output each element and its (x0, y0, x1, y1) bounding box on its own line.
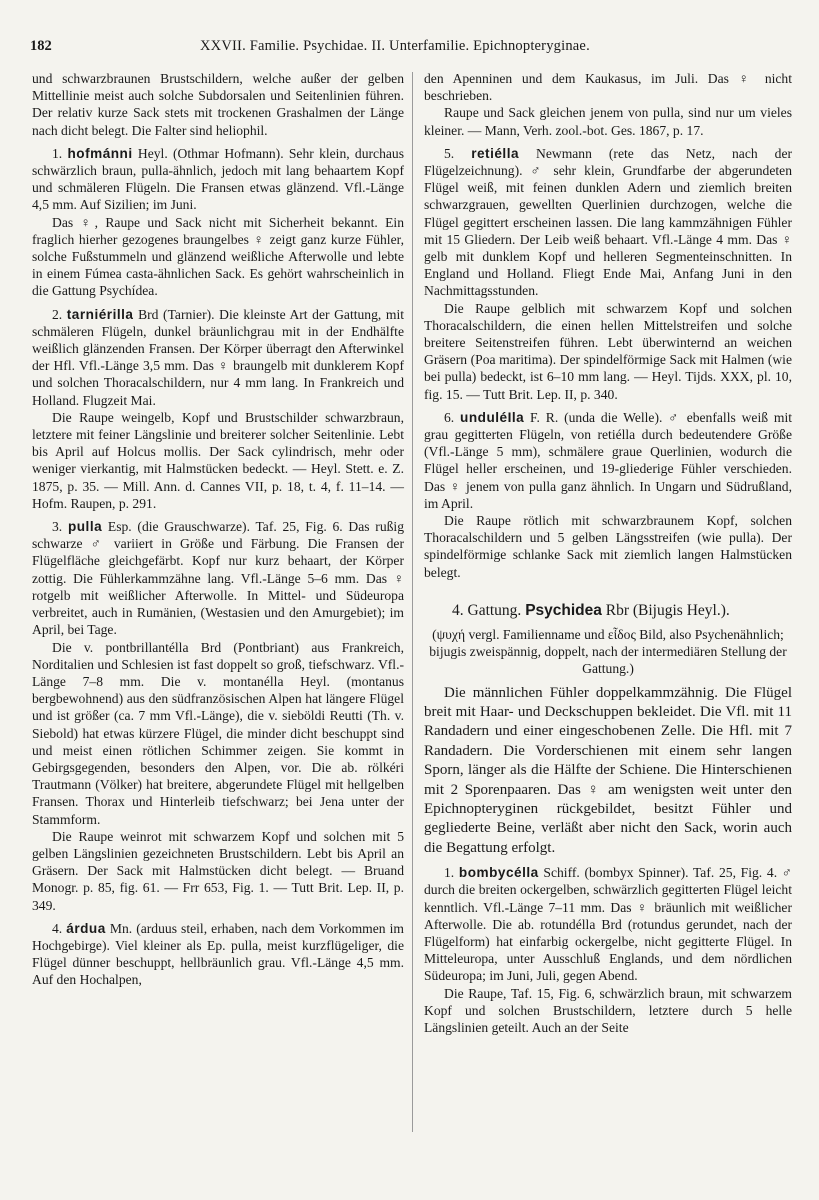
continued-paragraph: den Apenninen und dem Kaukasus, im Juli. Das ♀ nicht beschrieben. (424, 71, 792, 104)
paragraph: Raupe und Sack gleichen jenem von pulla, sind nur um vieles kleiner. — Mann, Verh. zool.-bot. Ges. 1867, p. 17. (424, 105, 792, 138)
species-name: retiélla (471, 145, 520, 161)
running-title: XXVII. Familie. Psychidae. II. Unterfamilie. Epichnopteryginae. (200, 38, 590, 54)
species-text: Esp. (die Grauschwarze). Taf. 25, Fig. 6. Das rußig schwarze ♂ variiert in Größe und Färbung. Die Fransen der Flügelfläche gleichgefärbt. Kopf nur kurz behaart, der Körper zottig. Die Fühlerkammzähne lang. Vfl.-Länge 5–6 mm. Das ♀ rotgelb mit weißlicher Afterwolle. In Mittel- und Südeuropa verbreitet, auch in Rumänien, (Westasien und den Amurgebiet); im April, bei Tage. (32, 519, 405, 638)
species-text: Newmann (rete das Netz, nach der Flügelzeichnung). ♂ sehr klein, Grundfarbe der abgerundeten Flügel weiß, mit feinen dunklen Adern und ziemlich breiten schwarzgrauen, gewellten Querlinien durchzogen, welche die Flügel gegittert erscheinen lassen. Die lang kammzähnigen Fühler mit 15 Gliedern. Der Leib weiß behaart. Vfl.-Länge 4 mm. Das ♀ gelb mit dunklem Kopf und helleren Segmenteinschnitten. In England und Holland. Fliegt Ende Mai, Anfang Juni in den Nachmittagsstunden. (424, 145, 793, 299)
genus-label: 4. Gattung. (452, 601, 526, 619)
species-name: pulla (67, 519, 103, 535)
species-name: árdua (66, 920, 106, 936)
genus-name: Psychidea (525, 601, 602, 619)
species-number: 3. (52, 519, 68, 535)
species-number: 5. (444, 145, 472, 161)
paragraph: Die v. pontbrillantélla Brd (Pontbriant) aus Frankreich, Norditalien und Schlesien ist fast doppelt so groß, tiefschwarz. Vfl.-Länge 7–8 mm. Die v. montanélla Heyl. (montanus bergbewohnend) aus den südfranzösischen Alpen hat längere Flügel und ist größer (ca. 7 mm Vfl.-Länge), die v. sieböldi Reutti (Th. v. Siebold) hat etwas kürzere Flügel, die minder dicht beschuppt sind und meist einen rötlichen Schimmer zeigen. Sie kommt in Gebirgsgegenden, besonders den Alpen, vor. Die ab. rölkéri Trautmann (Völker) hat breitere, abgerundete Flügel mit hellgelben Fransen. Thorax und Hinterleib tiefschwarz; bei Jena unter der Stammform. (32, 639, 404, 827)
genus-author: Rbr (Bijugis Heyl.). (601, 601, 730, 619)
species-entry (32, 518, 404, 638)
page-header (30, 38, 800, 60)
paragraph: Die Raupe weingelb, Kopf und Brustschilder schwarzbraun, letztere mit feiner Längslinie und breiterer solcher Seitenlinie. Lebt bis April auf Holcus mollis. Der Sack cylindrisch, mehr oder weniger vierkantig, mit Halmstücken bedeckt. — Heyl. Stett. e. Z. 1875, p. 35. — Mill. Ann. d. Cannes VII, p. 18, t. 4, f. 11–14. — Hofm. Raupen, p. 291. (32, 409, 404, 511)
paragraph: Die Raupe, Taf. 15, Fig. 6, schwärzlich braun, mit schwarzem Kopf und solchen Brustschildern, letztere durch 5 helle Längslinien geteilt. Auch an der Seite (424, 985, 792, 1035)
etymology-note: (ψυχή vergl. Familienname und εἶδος Bild, also Psychenähnlich; bijugis zweispännig, doppelt, nach der intermediären Stellung der Gattung.) (429, 626, 787, 677)
species-name: unduléIla (460, 409, 525, 425)
right-column (424, 70, 792, 1036)
species-entry (424, 864, 792, 984)
species-entry (32, 920, 404, 989)
left-column (32, 70, 404, 989)
species-entry (32, 306, 404, 409)
species-number: 2. (52, 306, 67, 322)
species-text: Schiff. (bombyx Spinner). Taf. 25, Fig. 4. ♂ durch die breiten ockergelben, schwärzlich gegitterten Flügel leicht kenntlich. Vfl.-Länge 7–11 mm. Das ♀ bräunlich mit weißlicher Afterwolle. Die ab. rotundélla Brd (rotundus gerundet, nach der Flügelform) hat einfarbig ockergelbe, nicht gegitterte Flügel. In Mitteleuropa, unter Ausschluß Englands, und dem nördlichen Südeuropa; im Juni, Juli, gegen Abend. (424, 865, 793, 984)
species-name: bombycélla (458, 865, 539, 881)
column-divider (412, 72, 413, 1132)
species-text: Brd (Tarnier). Die kleinste Art der Gattung, mit schmäleren Flügeln, dunkel bräunlichgrau mit in der Endhälfte weißlich glänzenden Fransen. Der Körper überragt den Afterwinkel der Hfl. Vfl.-Länge 3,5 mm. Das ♀ braungelb mit dunklerem Kopf und solchen Thoracalschildern, nur 4 mm lang. In Frankreich und Holland. Flugzeit Mai. (32, 306, 404, 408)
species-name: tarniérilla (66, 306, 134, 322)
paragraph: Die Raupe gelblich mit schwarzem Kopf und solchen Thoracalschildern, die einen hellen Mittelstreifen und solche breitere Seitenstreifen führen. Lebt überwinternd an weichen Gräsern (Poa maritima). Der spindelförmige Sack mit Halmen (wie bei pulla) bedeckt, ist 6–10 mm lang. — Heyl. Tijds. XXX, pl. 10, fig. 15. — Tutt Brit. Lep. II, p. 340. (424, 300, 792, 402)
species-number: 1. (52, 145, 68, 161)
genus-description: Die männlichen Fühler doppelkammzähnig. Die Flügel breit mit Haar- und Deckschuppen bekleidet. Die Vfl. mit 11 Randadern und einer eingeschobenen Zelle. Die Hfl. mit 7 Randadern. Die Vorderschienen mit einem sehr langen Sporn, länger als die Hälfte der Schiene. Die Hinterschienen mit 2 Sporenpaaren. Das ♀ am wenigsten weit unter den Epichnopteryginen rückgebildet, besitzt Fühler und gegliederte Beine, verläßt aber nicht den Sack, worin auch die Begattung erfolgt. (424, 684, 792, 856)
continued-paragraph: und schwarzbraunen Brustschildern, welche außer der gelben Mittellinie meist auch solche Subdorsalen und Seitenlinien führen. Der relativ kurze Sack stets mit trockenen Grashalmen der Länge nach dicht belegt. Die Falter sind heliophil. (32, 71, 404, 138)
paragraph: Die Raupe rötlich mit schwarzbraunem Kopf, solchen Thoracalschildern und 5 gelben Längsstreifen (wie pulla). Der spindelförmige schlanke Sack mit ziemlich langen Halmstücken belegt. (424, 513, 792, 580)
species-text: Mn. (arduus steil, erhaben, nach dem Vorkommen im Hochgebirge). Viel kleiner als Ep. pulla, meist kurzflügeliger, die Flügel dünner beschuppt, hellbräunlich grau. Vfl.-Länge 4,5 mm. Auf den Hochalpen, (32, 920, 404, 988)
species-text: F. R. (unda die Welle). ♂ ebenfalls weiß mit grau gegitterten Flügeln, von retiélla durch bedeutendere Größe (Vfl.-Länge 5 mm), schmälere graue Querlinien, wodurch die Flügel heller erscheinen, und 19-gliederige Fühler verschieden. Das ♀ jenem von pulla ganz ähnlich. In Ungarn und Südrußland, im April. (424, 409, 792, 511)
species-number: 4. (52, 920, 67, 936)
species-entry (424, 145, 792, 300)
species-number: 6. (444, 409, 461, 425)
paragraph: Die Raupe weinrot mit schwarzem Kopf und solchen mit 5 gelben Längslinien gezeichneten Brustschildern. Lebt bis April an Gräsern. Der Sack mit Halmstücken dicht belegt. — Bruand Monogr. p. 85, fig. 61. — Frr 653, Fig. 1. — Tutt Brit. Lep. II, p. 349. (32, 828, 404, 913)
species-number: 1. (444, 865, 459, 881)
page-number: 182 (30, 38, 52, 54)
species-entry (424, 409, 792, 512)
paragraph: Das ♀, Raupe und Sack nicht mit Sicherheit bekannt. Ein fraglich hierher gezogenes braungelbes ♀ zeigt ganz kurze Fühler, solche Fußstummeln und glänzend weißliche Afterwolle und lebte in einem Fúmea casta-ähnlichen Sack. Es gehört wahrscheinlich in die Gattung Psychídea. (32, 214, 404, 299)
species-text: Heyl. (Othmar Hofmann). Sehr klein, durchaus schwärzlich braun, pulla-ähnlich, jedoch mit lang behaartem Kopf und schmäleren Flügeln. Die Fransen etwas glänzend. Vfl.-Länge 4,5 mm. Auf Sizilien; im Juni. (32, 145, 404, 213)
species-entry (32, 145, 404, 214)
genus-heading (424, 601, 792, 620)
species-name: hofmánni (67, 145, 133, 161)
